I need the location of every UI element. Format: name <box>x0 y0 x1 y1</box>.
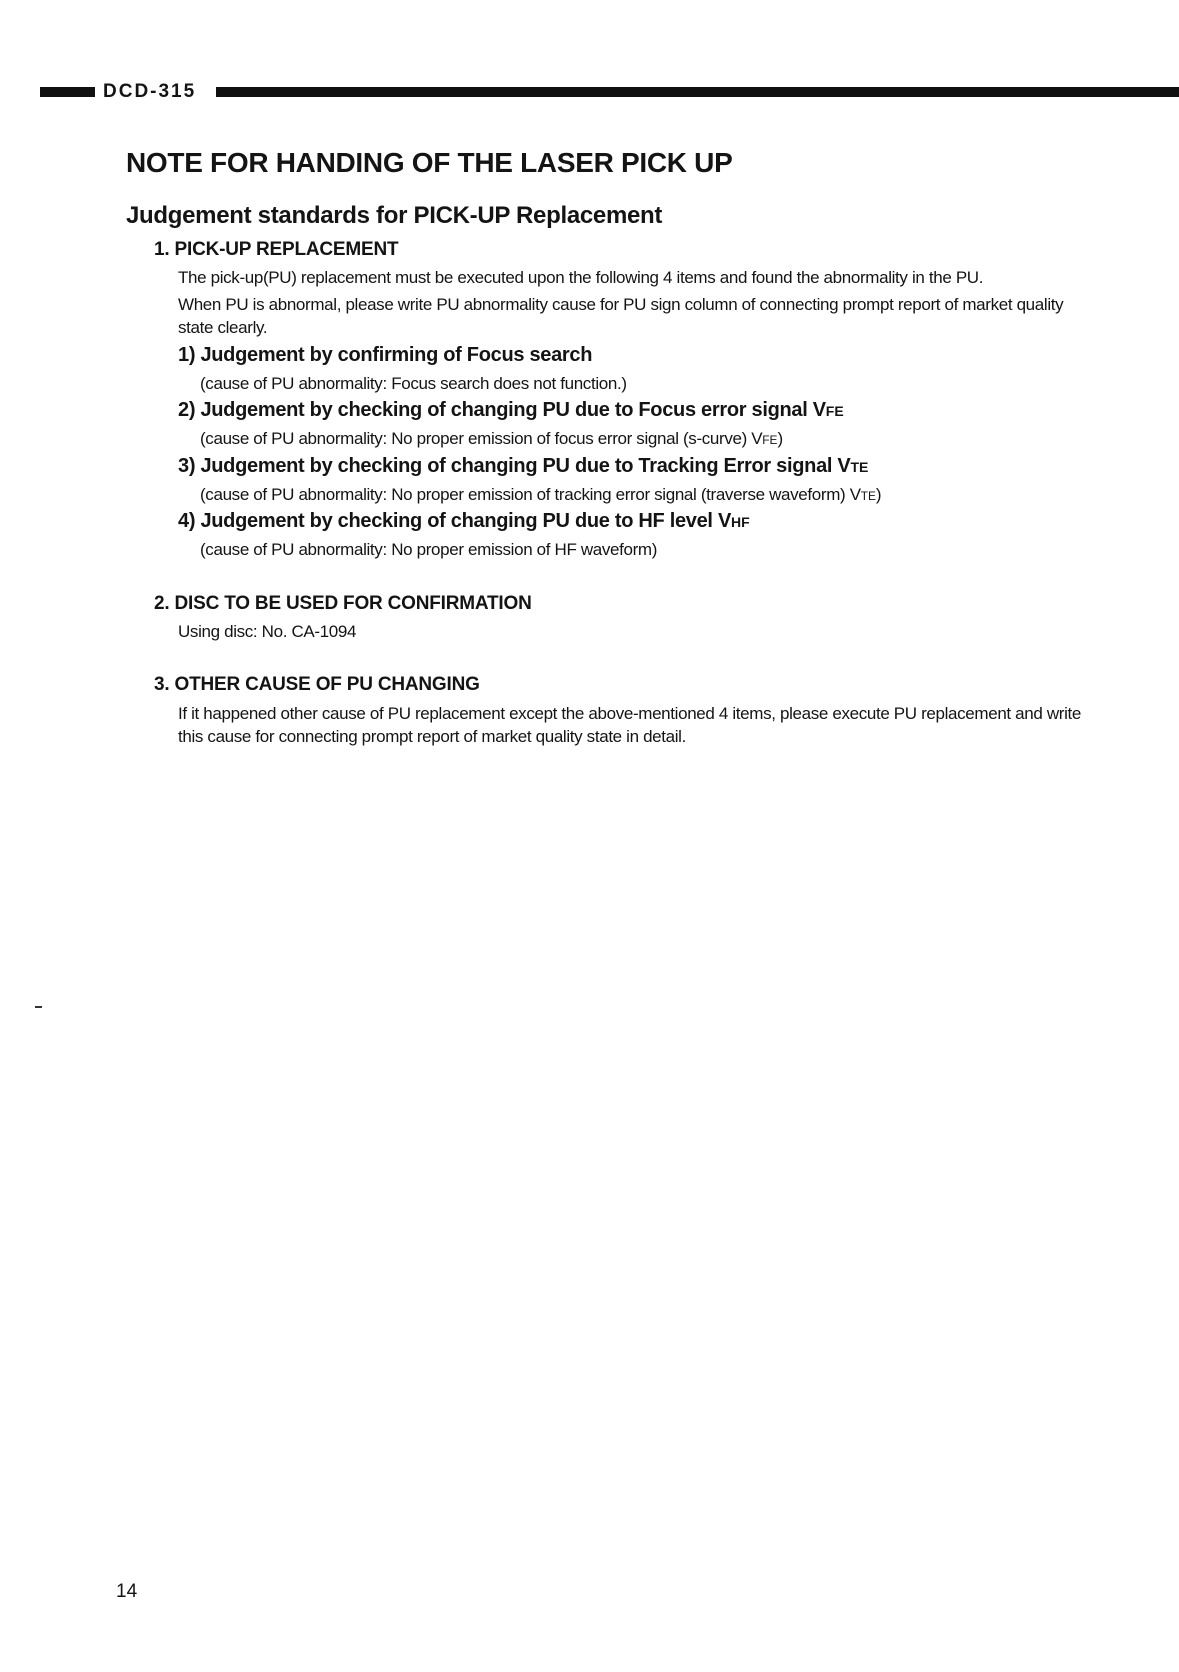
item-4-heading <box>178 509 750 534</box>
scan-mark <box>35 1006 42 1008</box>
item-1-cause-text: (cause of PU abnormality: Focus search does not function.) <box>200 374 627 393</box>
item-2-heading <box>178 398 844 423</box>
header-bar-right <box>216 87 1179 97</box>
item-4-heading-subscript: HF <box>731 514 750 530</box>
item-3-cause <box>200 483 881 508</box>
item-4-heading-text: 4) Judgement by checking of changing PU due to HF level V <box>178 510 731 532</box>
section-1-line-3: state clearly. <box>178 318 268 337</box>
item-2-cause <box>200 427 783 452</box>
section-1-line-1: The pick-up(PU) replacement must be executed upon the following 4 items and found the abnormality in the PU. <box>178 268 984 287</box>
item-1-heading <box>178 343 592 367</box>
section-1-line-2: When PU is abnormal, please write PU abnormality cause for PU sign column of connecting prompt report of market quality <box>178 295 1064 314</box>
item-1-heading-text: 1) Judgement by confirming of Focus search <box>178 344 593 366</box>
item-2-cause-subscript: FE <box>762 433 778 447</box>
item-3-cause-text: (cause of PU abnormality: No proper emission of tracking error signal (traverse waveform) V <box>200 485 861 504</box>
item-1-cause <box>200 372 627 396</box>
page-number: 14 <box>116 1581 138 1602</box>
header-bar-left <box>40 87 95 97</box>
page-subtitle: Judgement standards for PICK-UP Replacement <box>126 202 663 229</box>
item-3-cause-subscript: TE <box>860 489 876 503</box>
section-1-heading: 1. PICK-UP REPLACEMENT <box>154 239 399 260</box>
section-2-heading: 2. DISC TO BE USED FOR CONFIRMATION <box>154 593 532 614</box>
section-3-heading: 3. OTHER CAUSE OF PU CHANGING <box>154 674 480 695</box>
item-2-cause-tail: ) <box>777 429 783 448</box>
item-2-cause-text: (cause of PU abnormality: No proper emission of focus error signal (s-curve) V <box>200 429 763 448</box>
item-2-heading-subscript: FE <box>825 403 844 419</box>
item-4-cause-text: (cause of PU abnormality: No proper emission of HF waveform) <box>200 540 658 559</box>
item-3-heading <box>178 454 868 479</box>
section-3-line-2: this cause for connecting prompt report of market quality state in detail. <box>178 727 686 746</box>
model-name: DCD-315 <box>103 81 197 102</box>
item-4-cause <box>200 538 657 562</box>
section-3-line-1: If it happened other cause of PU replacement except the above-mentioned 4 items, please execute PU replacement and write <box>178 704 1081 723</box>
section-2-line-1: Using disc: No. CA-1094 <box>178 622 357 641</box>
page-title: NOTE FOR HANDING OF THE LASER PICK UP <box>126 147 733 178</box>
item-3-heading-subscript: TE <box>850 459 869 475</box>
item-3-cause-tail: ) <box>875 485 882 504</box>
item-3-heading-text: 3) Judgement by checking of changing PU due to Tracking Error signal V <box>178 455 851 477</box>
item-2-heading-text: 2) Judgement by checking of changing PU due to Focus error signal V <box>178 399 826 421</box>
